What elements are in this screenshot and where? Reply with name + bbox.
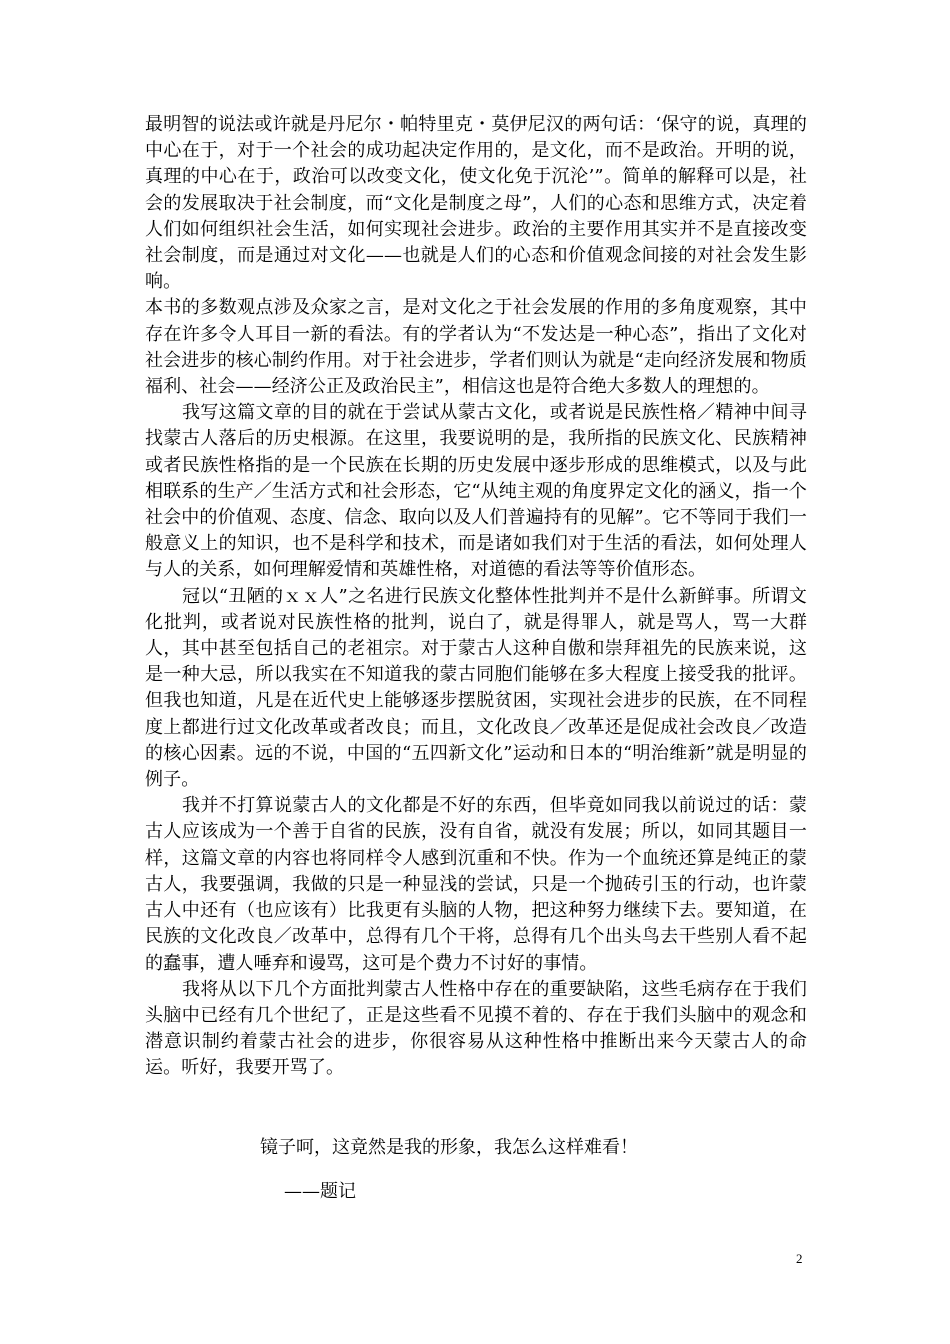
body-text <box>145 112 807 1082</box>
paragraph-4: 冠以“丑陋的ｘｘ人”之名进行民族文化整体性批判并不是什么新鲜事。所谓文化批判，或者说对民族性格的批判，说白了，就是得罪人，就是骂人，骂一大群人，其中甚至包括自己的老祖宗。对于蒙古人这种自傲和崇拜祖先的民族来说，这是一种大忌，所以我实在不知道我的蒙古同胞们能够在多大程度上接受我的批评。但我也知道，凡是在近代史上能够逐步摆脱贫困，实现社会进步的民族，在不同程度上都进行过文化改革或者改良；而且，文化改良／改革还是促成社会改良／改造的核心因素。远的不说，中国的“五四新文化”运动和日本的“明治维新”就是明显的例子。 <box>145 585 807 791</box>
paragraph-3: 我写这篇文章的目的就在于尝试从蒙古文化，或者说是民族性格／精神中间寻找蒙古人落后的历史根源。在这里，我要说明的是，我所指的民族文化、民族精神或者民族性格指的是一个民族在长期的历史发展中逐步形成的思维模式，以及与此相联系的生产／生活方式和社会形态，它“从纯主观的角度界定文化的涵义，指一个社会中的价值观、态度、信念、取向以及人们普遍持有的见解”。它不等同于我们一般意义上的知识，也不是科学和技术，而是诸如我们对于生活的看法，如何处理人与人的关系，如何理解爱情和英雄性格，对道德的看法等等价值形态。 <box>145 402 807 581</box>
epigraph-attribution: ——题记 <box>284 1181 356 1202</box>
paragraph-1: 最明智的说法或许就是丹尼尔・帕特里克・莫伊尼汉的两句话：‘保守的说，真理的中心在于，对于一个社会的成功起决定作用的，是文化，而不是政治。开明的说，真理的中心在于，政治可以改变文化，使文化免于沉沦’”。简单的解释可以是，社会的发展取决于社会制度，而“文化是制度之母”，人们的心态和思维方式，决定着人们如何组织社会生活，如何实现社会进步。政治的主要作用其实并不是直接改变社会制度，而是通过对文化——也就是人们的心态和价值观念间接的对社会发生影响。 <box>145 114 807 293</box>
paragraph-6: 我将从以下几个方面批判蒙古人性格中存在的重要缺陷，这些毛病存在于我们头脑中已经有几个世纪了，正是这些看不见摸不着的、存在于我们头脑中的观念和潜意识制约着蒙古社会的进步，你很容易从这种性格中推断出来今天蒙古人的命运。听好，我要开骂了。 <box>145 978 807 1079</box>
paragraph-5: 我并不打算说蒙古人的文化都是不好的东西，但毕竟如同我以前说过的话：蒙古人应该成为一个善于自省的民族，没有自省，就没有发展；所以，如同其题目一样，这篇文章的内容也将同样令人感到沉重和不快。作为一个血统还算是纯正的蒙古人，我要强调，我做的只是一种显浅的尝试，只是一个抛砖引玉的行动，也许蒙古人中还有（也应该有）比我更有头脑的人物，把这种努力继续下去。要知道，在民族的文化改良／改革中，总得有几个干将，总得有几个出头鸟去干些别人看不起的蠢事，遭人唾弃和谩骂，这可是个费力不讨好的事情。 <box>145 795 807 974</box>
paragraph-2: 本书的多数观点涉及众家之言，是对文化之于社会发展的作用的多角度观察，其中存在许多令人耳目一新的看法。有的学者认为“不发达是一种心态”，指出了文化对社会进步的核心制约作用。对于社会进步，学者们则认为就是“走向经济发展和物质福利、社会——经济公正及政治民主”，相信这也是符合绝大多数人的理想的。 <box>145 297 807 398</box>
page-number: 2 <box>796 1251 803 1266</box>
epigraph: 镜子呵，这竟然是我的形象，我怎么这样难看！ <box>260 1137 638 1158</box>
